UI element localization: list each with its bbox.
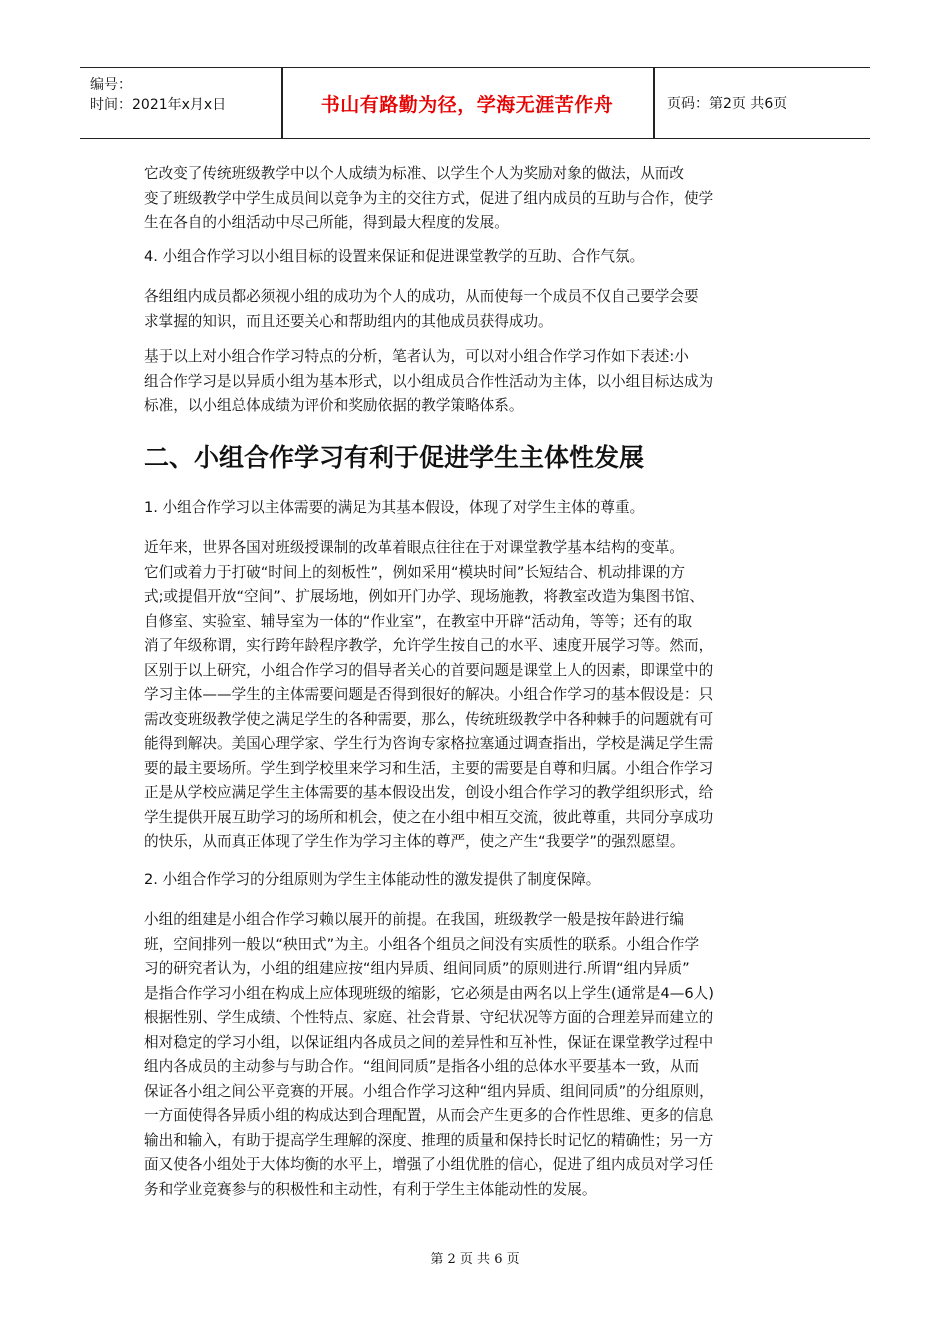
text-line: 学习主体——学生的主体需要问题是否得到很好的解决。小组合作学习的基本假设是：只 xyxy=(144,686,714,703)
text-line: 4. 小组合作学习以小组目标的设置来保证和促进课堂教学的互助、合作气氛。 xyxy=(144,248,645,265)
paragraph-8 xyxy=(144,908,804,1202)
text-line: 根据性别、学生成绩、个性特点、家庭、社会背景、守纪状况等方面的合理差异而建立的 xyxy=(144,1009,714,1026)
text-line: 生在各自的小组活动中尽己所能，得到最大程度的发展。 xyxy=(144,214,509,231)
text-line: 习的研究者认为，小组的组建应按“组内异质、组间同质”的原则进行.所谓“组内异质” xyxy=(144,960,690,977)
paragraph-6 xyxy=(144,536,804,855)
text-line: 消了年级称谓，实行跨年龄程序教学，允许学生按自己的水平、速度开展学习等。然而， xyxy=(144,637,714,654)
section-heading: 二、小组合作学习有利于促进学生主体性发展 xyxy=(144,443,645,472)
header-divider xyxy=(653,68,655,138)
text-line: 自修室、实验室、辅导室为一体的“作业室”，在教室中开辟“活动角，等等；还有的取 xyxy=(144,612,693,630)
header-page-indicator: 页码：第2页 共6页 xyxy=(667,96,788,112)
text-line: 的快乐，从而真正体现了学生作为学习主体的尊严，使之产生“我要学”的强烈愿望。 xyxy=(144,833,685,850)
header-motto: 书山有路勤为径，学海无涯苦作舟 xyxy=(320,93,614,116)
document-number-label: 编号： xyxy=(90,77,132,93)
text-line: 1. 小组合作学习以主体需要的满足为其基本假设，体现了对学生主体的尊重。 xyxy=(144,499,645,516)
text-line: 是指合作学习小组在构成上应体现班级的缩影，它必须是由两名以上学生(通常是4—6人) xyxy=(144,984,714,1002)
text-line: 相对稳定的学习小组，以保证组内各成员之间的差异性和互补性，保证在课堂教学过程中 xyxy=(144,1033,714,1051)
text-line: 组合作学习是以异质小组为基本形式，以小组成员合作性活动为主体，以小组目标达成为 xyxy=(144,372,714,390)
text-line: 求掌握的知识，而且还要关心和帮助组内的其他成员获得成功。 xyxy=(144,312,553,330)
text-line: 输出和输入，有助于提高学生理解的深度、推理的质量和保持长时记忆的精确性；另一方 xyxy=(144,1131,714,1149)
text-line: 各组组内成员都必须视小组的成功为个人的成功，从而使每一个成员不仅自己要学会要 xyxy=(144,288,699,305)
text-line: 一方面使得各异质小组的构成达到合理配置，从而会产生更多的合作性思维、更多的信息 xyxy=(144,1107,714,1124)
text-line: 面又使各小组处于大体均衡的水平上，增强了小组优胜的信心，促进了组内成员对学习任 xyxy=(144,1156,714,1173)
paragraph-2 xyxy=(144,245,804,270)
text-line: 班，空间排列一般以“秧田式”为主。小组各个组员之间没有实质性的联系。小组合作学 xyxy=(144,935,700,953)
text-line: 基于以上对小组合作学习特点的分析，笔者认为，可以对小组合作学习作如下表述:小 xyxy=(144,348,689,365)
text-line: 2. 小组合作学习的分组原则为学生主体能动性的激发提供了制度保障。 xyxy=(144,871,601,888)
page-footer: 第 2 页 共 6 页 xyxy=(430,1252,520,1267)
text-line: 能得到解决。美国心理学家、学生行为咨询专家格拉塞通过调查指出，学校是满足学生需 xyxy=(144,735,714,752)
text-line: 小组的组建是小组合作学习赖以展开的前提。在我国，班级教学一般是按年龄进行编 xyxy=(144,911,684,928)
text-line: 式;或提倡开放“空间”、扩展场地，例如开门办学、现场施教，将教室改造为集图书馆、 xyxy=(144,588,705,605)
text-line: 标准，以小组总体成绩为评价和奖励依据的教学策略体系。 xyxy=(144,397,524,414)
text-line: 它们或着力于打破“时间上的刻板性”，例如采用“模块时间”长短结合、机动排课的方 xyxy=(144,563,686,581)
paragraph-1 xyxy=(144,162,804,236)
text-line: 变了班级教学中学生成员间以竞争为主的交往方式，促进了组内成员的互助与合作，使学 xyxy=(144,189,714,207)
paragraph-4 xyxy=(144,345,804,419)
text-line: 务和学业竞赛参与的积极性和主动性，有利于学生主体能动性的发展。 xyxy=(144,1180,597,1198)
document-date-label: 时间：2021年x月x日 xyxy=(90,97,227,113)
text-line: 保证各小组之间公平竞赛的开展。小组合作学习这种“组内异质、组间同质”的分组原则， xyxy=(144,1082,714,1100)
text-line: 它改变了传统班级教学中以个人成绩为标准、以学生个人为奖励对象的做法，从而改 xyxy=(144,165,684,182)
text-line: 要的最主要场所。学生到学校里来学习和生活，主要的需要是自尊和归属。小组合作学习 xyxy=(144,759,714,777)
text-line: 学生提供开展互助学习的场所和机会，使之在小组中相互交流，彼此尊重，共同分享成功 xyxy=(144,808,714,826)
text-line: 组内各成员的主动参与与助合作。“组间同质”是指各小组的总体水平要基本一致，从而 xyxy=(144,1058,700,1075)
text-line: 正是从学校应满足学生主体需要的基本假设出发，创设小组合作学习的教学组织形式，给 xyxy=(144,784,714,801)
paragraph-3 xyxy=(144,285,804,334)
page-header xyxy=(80,67,870,139)
paragraph-7 xyxy=(144,868,804,893)
text-line: 区别于以上研究，小组合作学习的倡导者关心的首要问题是课堂上人的因素，即课堂中的 xyxy=(144,661,714,679)
text-line: 需改变班级教学使之满足学生的各种需要，那么，传统班级教学中各种棘手的问题就有可 xyxy=(144,710,714,728)
text-line: 近年来，世界各国对班级授课制的改革着眼点往往在于对课堂教学基本结构的变革。 xyxy=(144,539,684,556)
paragraph-5 xyxy=(144,496,804,521)
